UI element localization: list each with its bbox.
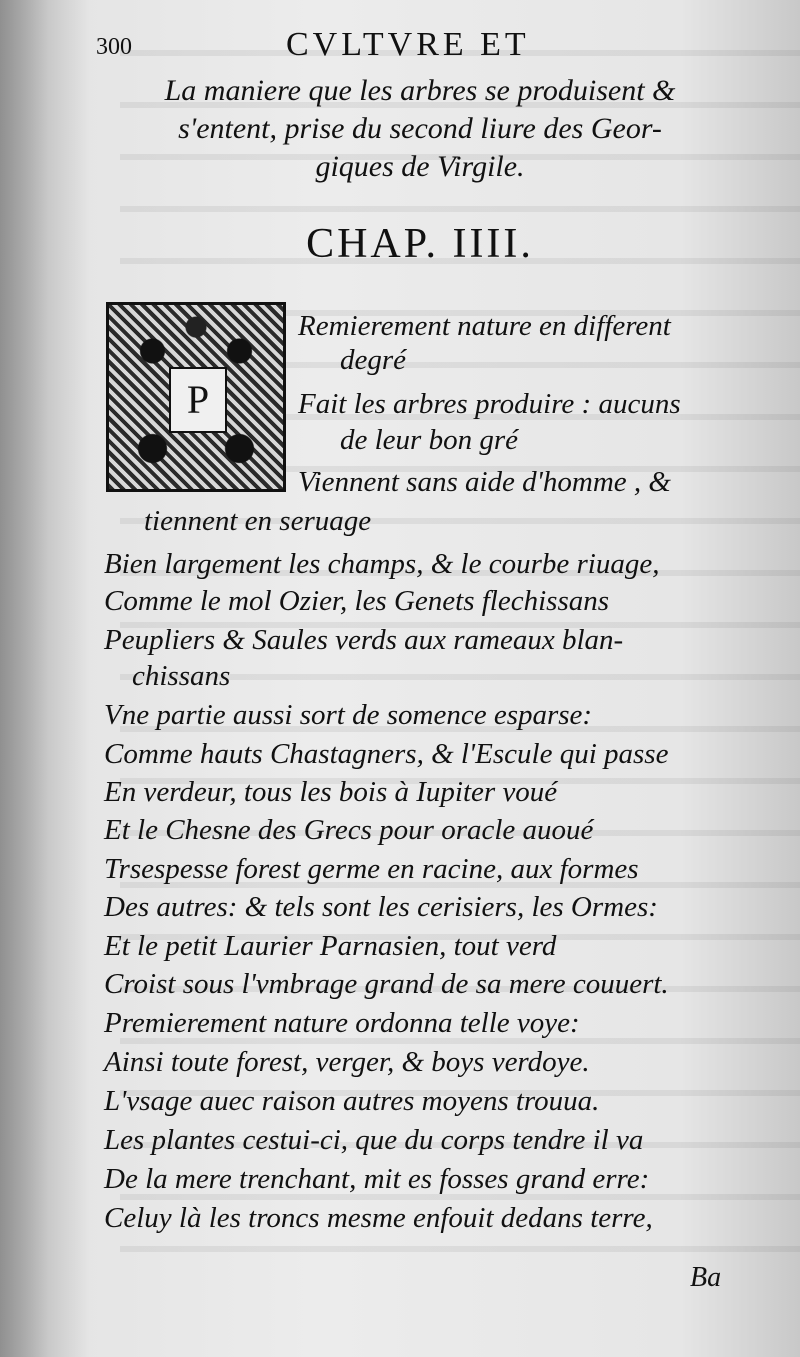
running-title: CVLTVRE ET [286,26,530,63]
verse-line: de leur bon gré [340,424,518,456]
chapter-heading: CHAP. IIII. [306,221,534,267]
verse-line: De la mere trenchant, mit es fosses grand erre: [104,1163,650,1195]
verse-line: Premierement nature ordonna telle voye: [104,1007,580,1039]
verse-line: degré [340,344,407,376]
verse-line: tiennent en seruage [144,505,372,537]
verse-line: Vne partie aussi sort de somence esparse: [104,699,593,731]
verse-line: Des autres: & tels sont les cerisiers, les Ormes: [104,891,658,923]
verse-line: Fait les arbres produire : aucuns [298,388,681,420]
verse-line: Trsespesse forest germe en racine, aux formes [104,853,639,885]
initial-letter: P [169,367,227,433]
verse-line: Et le petit Laurier Parnasien, tout verd [104,930,557,962]
verse-line: Bien largement les champs, & le courbe riuage, [104,548,660,580]
verse-line: Viennent sans aide d'homme , & [298,466,671,498]
section-title-line: La maniere que les arbres se produisent & [164,74,676,107]
verse-line: Et le Chesne des Grecs pour oracle auoué [104,814,594,846]
verse-line: En verdeur, tous les bois à Iupiter voué [104,776,558,808]
verse-line: Les plantes cestui-ci, que du corps tendre il va [104,1124,644,1156]
verse-line: Remierement nature en different [298,310,671,342]
verse-line: Peupliers & Saules verds aux rameaux blan- [104,624,624,656]
verse-line: chissans [132,660,231,692]
verse-line: Croist sous l'vmbrage grand de sa mere couuert. [104,968,669,1000]
verse-line: Celuy là les troncs mesme enfouit dedans terre, [104,1202,653,1234]
verse-line: L'vsage auec raison autres moyens trouua. [104,1085,600,1117]
catchword: Ba [690,1262,722,1293]
section-title-line: s'entent, prise du second liure des Geor- [178,112,662,145]
verse-line: Comme hauts Chastagners, & l'Escule qui passe [104,738,669,770]
verse-line: Ainsi toute forest, verger, & boys verdoye. [104,1046,590,1078]
page-number: 300 [96,34,132,60]
verse-line: Comme le mol Ozier, les Genets flechissans [104,585,610,617]
section-title-line: giques de Virgile. [315,150,525,183]
